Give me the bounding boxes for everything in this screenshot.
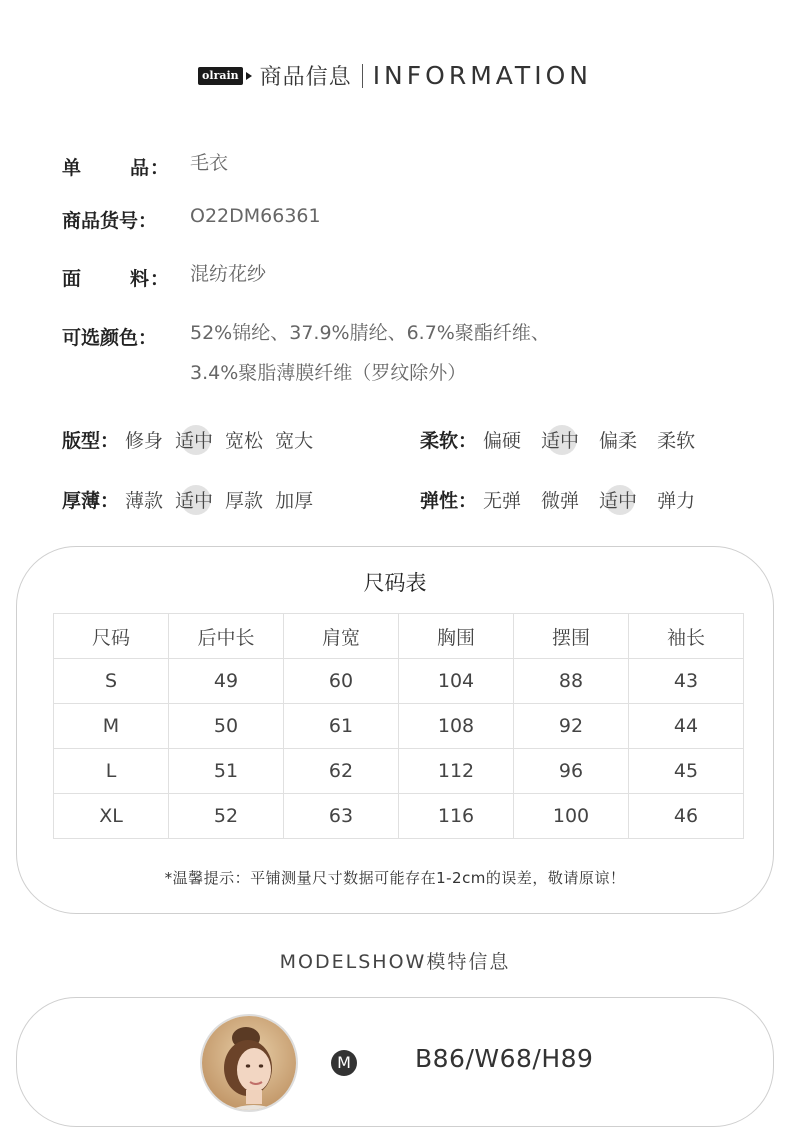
attr-fit xyxy=(62,426,325,453)
table-header-cell: 胸围 xyxy=(399,614,514,659)
table-row xyxy=(54,794,744,839)
label-colon: ： xyxy=(150,157,170,179)
fabric-label-char-1: 面 xyxy=(62,268,82,290)
table-cell: 63 xyxy=(284,794,399,839)
size-table xyxy=(53,613,744,839)
attr-thickness-option: 薄款 xyxy=(125,490,164,512)
info-row-fabric xyxy=(62,264,266,294)
model-show-heading: MODELSHOW模特信息 xyxy=(279,951,511,973)
attr-fit-option: 宽松 xyxy=(225,430,264,452)
attr-fit-option: 宽大 xyxy=(275,430,314,452)
table-cell: S xyxy=(54,659,169,704)
info-row-item xyxy=(62,153,228,183)
attr-thickness-option-selected: 适中 xyxy=(175,486,213,513)
attr-elasticity-option: 微弹 xyxy=(541,490,580,512)
brand-logo: olrain xyxy=(198,67,243,85)
info-row-colors xyxy=(62,323,550,393)
color-label xyxy=(62,323,190,350)
item-label-char-2: 品 xyxy=(130,157,150,179)
play-arrow-icon xyxy=(246,72,252,80)
table-cell: 88 xyxy=(514,659,629,704)
sku-label-text: 商品货号 xyxy=(62,210,139,232)
table-cell: XL xyxy=(54,794,169,839)
attr-elasticity-label: 弹性： xyxy=(420,490,478,512)
attr-softness-label: 柔软： xyxy=(420,430,478,452)
attr-softness-option: 偏硬 xyxy=(483,430,522,452)
attr-thickness xyxy=(62,486,325,513)
table-cell: L xyxy=(54,749,169,794)
table-header-cell: 尺码 xyxy=(54,614,169,659)
table-cell: 104 xyxy=(399,659,514,704)
model-info-card xyxy=(16,997,774,1127)
attr-thickness-label: 厚薄： xyxy=(62,490,120,512)
table-cell: 51 xyxy=(169,749,284,794)
sku-label xyxy=(62,206,190,233)
table-cell: 112 xyxy=(399,749,514,794)
table-header-cell: 袖长 xyxy=(629,614,744,659)
model-avatar xyxy=(200,1014,298,1112)
size-table-header xyxy=(54,614,744,659)
color-value xyxy=(190,313,550,393)
label-colon: ： xyxy=(138,327,158,349)
header-divider xyxy=(362,64,363,88)
fabric-label xyxy=(62,264,190,291)
table-cell: 46 xyxy=(629,794,744,839)
label-colon: ： xyxy=(138,210,158,232)
item-label xyxy=(62,153,190,180)
attr-fit-label: 版型： xyxy=(62,430,120,452)
table-cell: 96 xyxy=(514,749,629,794)
table-row xyxy=(54,704,744,749)
attr-thickness-option: 厚款 xyxy=(225,490,264,512)
attr-elasticity-option: 无弹 xyxy=(483,490,522,512)
color-value-line-2: 3.4%聚脂薄膜纤维（罗纹除外） xyxy=(190,362,467,384)
attr-elasticity xyxy=(420,486,707,513)
attr-elasticity-option-selected: 适中 xyxy=(599,486,637,513)
item-value: 毛衣 xyxy=(190,152,229,174)
color-value-line-1: 52%锦纶、37.9%腈纶、6.7%聚酯纤维、 xyxy=(190,322,550,344)
model-size-badge: M xyxy=(331,1050,357,1076)
table-cell: 52 xyxy=(169,794,284,839)
attr-thickness-option: 加厚 xyxy=(275,490,314,512)
size-chart-card xyxy=(16,546,774,914)
page-header xyxy=(0,60,790,91)
table-header-cell: 后中长 xyxy=(169,614,284,659)
attr-softness-option: 偏柔 xyxy=(599,430,638,452)
table-cell: 60 xyxy=(284,659,399,704)
fabric-value: 混纺花纱 xyxy=(190,263,267,285)
attr-elasticity-option: 弹力 xyxy=(657,490,696,512)
table-row xyxy=(54,749,744,794)
table-cell: 116 xyxy=(399,794,514,839)
model-measurements: B86/W68/H89 xyxy=(415,1044,594,1073)
attr-softness-option-selected: 适中 xyxy=(541,426,579,453)
attr-softness-option: 柔软 xyxy=(657,430,696,452)
table-cell: 92 xyxy=(514,704,629,749)
table-header-cell: 肩宽 xyxy=(284,614,399,659)
fabric-label-char-2: 料 xyxy=(130,268,150,290)
table-cell: 100 xyxy=(514,794,629,839)
table-cell: 108 xyxy=(399,704,514,749)
table-cell: 49 xyxy=(169,659,284,704)
model-portrait-icon xyxy=(202,1016,298,1112)
label-colon: ： xyxy=(150,268,170,290)
table-cell: 43 xyxy=(629,659,744,704)
header-title-en: INFORMATION xyxy=(372,61,592,90)
attr-fit-option: 修身 xyxy=(125,430,164,452)
table-row xyxy=(54,659,744,704)
table-header-cell: 摆围 xyxy=(514,614,629,659)
attr-softness xyxy=(420,426,707,453)
table-cell: M xyxy=(54,704,169,749)
table-cell: 61 xyxy=(284,704,399,749)
sku-value: O22DM66361 xyxy=(190,205,321,227)
attr-fit-option-selected: 适中 xyxy=(175,426,213,453)
table-cell: 45 xyxy=(629,749,744,794)
table-cell: 62 xyxy=(284,749,399,794)
size-chart-note: *温馨提示：平铺测量尺寸数据可能存在1-2cm的误差，敬请原谅！ xyxy=(164,869,626,887)
item-label-char-1: 单 xyxy=(62,157,82,179)
table-cell: 44 xyxy=(629,704,744,749)
color-label-text: 可选颜色 xyxy=(62,327,139,349)
header-title-cn: 商品信息 xyxy=(259,65,352,90)
table-cell: 50 xyxy=(169,704,284,749)
info-row-sku xyxy=(62,206,321,236)
size-chart-title: 尺码表 xyxy=(363,571,427,595)
